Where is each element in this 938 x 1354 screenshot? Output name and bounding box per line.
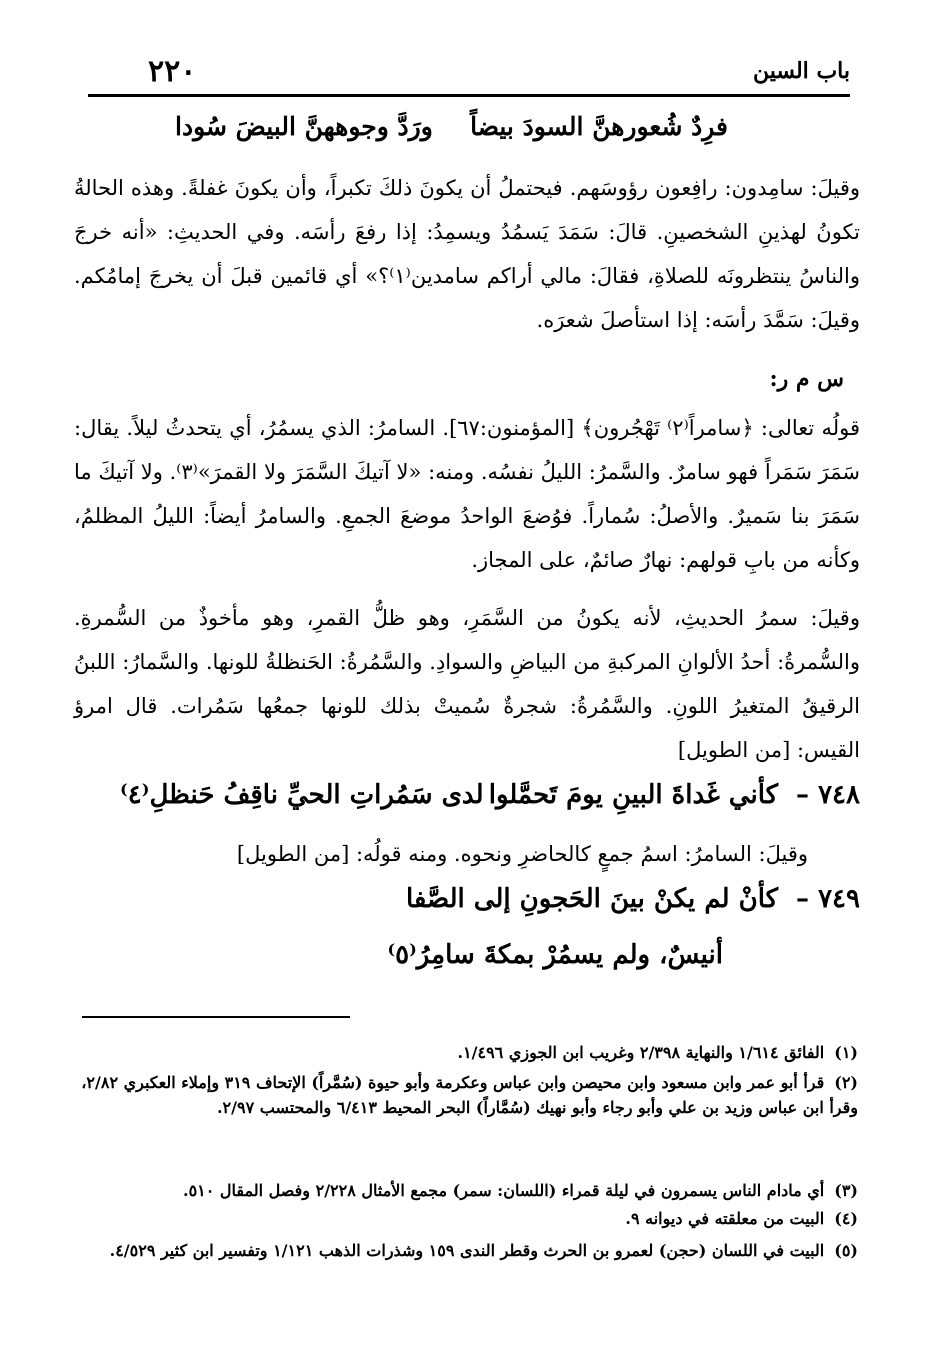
footnote-number: (٢) xyxy=(834,1073,858,1092)
footnote-text: قرأ أبو عمر وابن مسعود وابن محيصن وابن عباس وعكرمة وأبو حيوة (سُمَّراً) الإتحاف ٣١٩ وإملاء العكبري ٢/٨٢، وقرأ ابن عباس وزيد بن علي وأبو رجاء وأبو نهيك (سُمَّاراً) البحر المحيط ٦/٤١٣ والمحتسب ٢/٩٧. xyxy=(81,1073,858,1117)
footnote-number: (٣) xyxy=(834,1181,858,1200)
verse-748-number: ٧٤٨ – xyxy=(796,780,860,810)
footnote-2 xyxy=(68,1070,858,1120)
page-number: ٢٢٠ xyxy=(148,54,197,89)
footnote-3 xyxy=(68,1178,858,1203)
page-header xyxy=(88,52,850,97)
chapter-title: باب السين xyxy=(752,58,850,84)
footnote-5 xyxy=(68,1238,858,1263)
footnote-text: أي مادام الناس يسمرون في ليلة قمراء (اللسان: سمر) مجمع الأمثال ٢/٢٢٨ وفصل المقال ٥١٠. xyxy=(182,1181,825,1200)
top-verse-left: ورَدَّ وجوههنَّ البيضَ سُودا xyxy=(175,112,433,141)
paragraph-samidun: وقيلَ: سامِدون: رافِعون رؤوسَهم. فيحتملُ أن يكونَ ذلكَ تكبراً، وأن يكونَ غفلةً. وهذه الحالةُ تكونُ لهذينِ الشخصينِ. قالَ: سَمَدَ يَسمُدُ ويسمِدُ: إذا رفعَ رأسَه. وفي الحديثِ: «أنه خرجَ والناسُ ينتظرونَه للصلاةِ، فقالَ: مالي أراكم سامدين⁽١⁾؟» أي قائمين قبلَ أن يخرجَ إمامُكم. وقيلَ: سَمَّدَ رأسَه: إذا استأصلَ شعرَه. xyxy=(74,176,860,332)
footnote-text: البيت من معلقته في ديوانه ٩. xyxy=(625,1209,825,1228)
footnote-number: (٤) xyxy=(834,1209,858,1228)
top-verse-right: فرِدٌ شُعورهنَّ السودَ بيضاً xyxy=(470,112,728,141)
entry-heading: س م ر: xyxy=(769,366,844,392)
footnote-number: (١) xyxy=(834,1043,858,1062)
footnote-divider xyxy=(82,1016,350,1018)
footnote-1 xyxy=(68,1040,858,1065)
verse-749-number: ٧٤٩ – xyxy=(796,884,860,914)
paragraph-samar: وقيلَ: سمرُ الحديثِ، لأنه يكونُ من السَّمَرِ، وهو ظلُّ القمرِ، وهو مأخوذٌ من السُّمرةِ. والسُّمرةُ: أحدُ الألوانِ المركبةِ من البياضِ والسوادِ. والسَّمُرةُ: الحَنظلةُ للونها. والسَّمارُ: اللبنُ الرقيقُ المتغيرُ اللونِ. والسَّمُرةُ: شجرةٌ سُميتْ بذلك للونها جمعُها سَمُرات. قال امرؤ القيس: [من الطويل] xyxy=(74,606,860,762)
verse-748-left: لدى سَمُراتِ الحيِّ ناقِفُ حَنظلِ⁽٤⁾ xyxy=(120,780,484,810)
footnote-text: الفائق ١/٦١٤ والنهاية ٢/٣٩٨ وغريب ابن الجوزي ١/٤٩٦. xyxy=(457,1043,825,1062)
verse-749-line1: كأنْ لم يكنْ بينَ الحَجونِ إلى الصَّفا xyxy=(405,884,778,914)
footnote-text: البيت في اللسان (حجن) لعمرو بن الحرث وقطر الندى ١٥٩ وشذرات الذهب ١/١٢١ وتفسير ابن كثير ٤/٥٢٩. xyxy=(109,1241,825,1260)
verse-749-line2: أنيسٌ، ولم يسمُرْ بمكةَ سامِرُ⁽٥⁾ xyxy=(387,940,723,970)
footnote-number: (٥) xyxy=(834,1241,858,1260)
verse-748-right: كأني غَداةَ البينِ يومَ تَحمَّلوا xyxy=(488,780,778,810)
paragraph-samir-jam: وقيلَ: السامرُ: اسمُ جمعٍ كالحاضرِ ونحوه. ومنه قولُه: [من الطويل] xyxy=(236,842,808,866)
paragraph-samiran: قولُه تعالى: ﴿سامراً⁽٢⁾ تَهْجُرون﴾ [المؤمنون:٦٧]. السامرُ: الذي يسمُرُ، أي يتحدثُ ليلاً. يقال: سَمَرَ سَمَراً فهو سامرٌ. والسَّمرُ: الليلُ نفسُه. ومنه: «لا آتيكَ السَّمَرَ ولا القمرَ»⁽٣⁾. ولا آتيكَ ما سَمَرَ بنا سَميرٌ. والأصلُ: سُماراً. فوُضعَ الواحدُ موضعَ الجمعِ. والسامرُ أيضاً: الليلُ المظلمُ، وكأنه من بابِ قولهم: نهارٌ صائمٌ، على المجاز. xyxy=(74,416,861,572)
footnote-4 xyxy=(68,1206,858,1231)
